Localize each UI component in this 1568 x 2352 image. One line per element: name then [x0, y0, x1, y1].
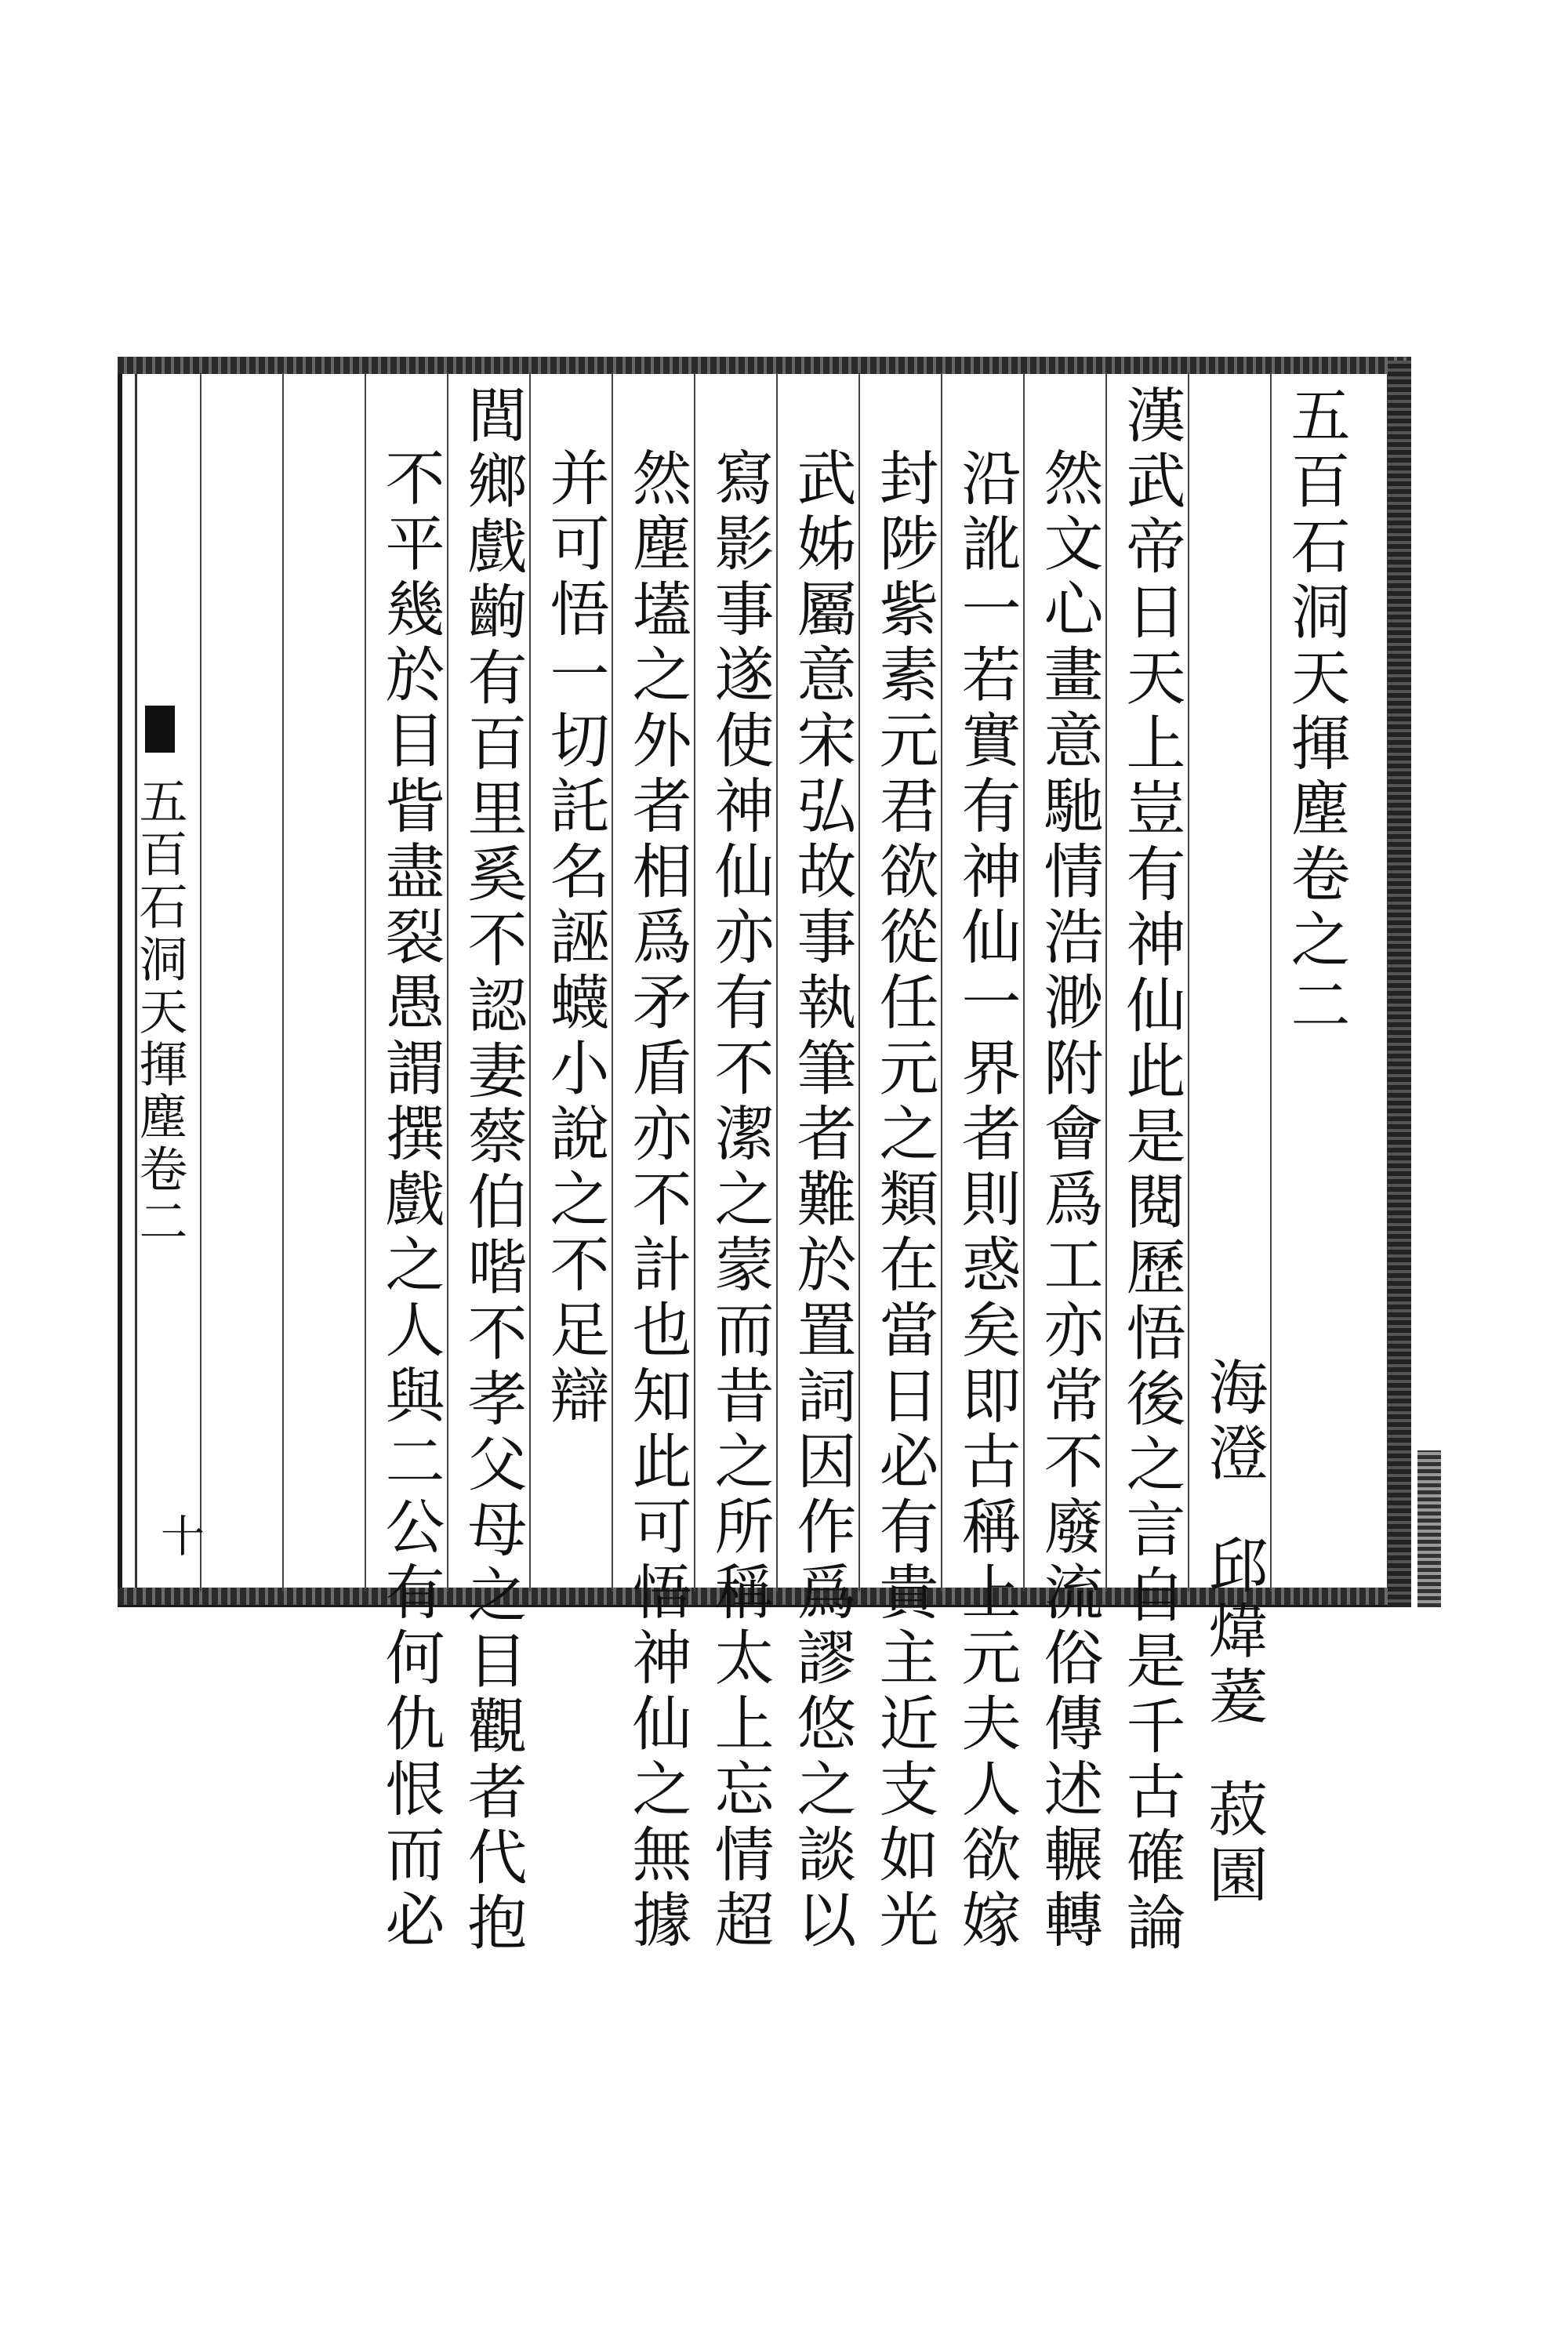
column-rule: [200, 372, 201, 1592]
right-border: [1388, 361, 1411, 1607]
margin-marker: [145, 706, 175, 753]
text-column-9: 閭鄉戲齣有百里奚不認妻蔡伯喈不孝父母之目觀者代抱: [458, 384, 528, 1958]
page-number: 十: [154, 1513, 205, 1557]
text-column-6: 寫影事遂使神仙亦有不潔之蒙而昔之所稱太上忘情超: [705, 447, 775, 1955]
author-courtesy: 菽園: [1199, 1778, 1269, 1910]
column-rule: [447, 372, 448, 1592]
top-border: [118, 357, 1411, 374]
column-rule: [941, 372, 942, 1592]
text-column-1: 漢武帝日天上豈有神仙此是閱歷悟後之言自是千古確論: [1116, 384, 1186, 1958]
column-rule: [858, 372, 860, 1592]
column-rule: [1023, 372, 1025, 1592]
column-rule: [776, 372, 778, 1592]
side-mark: [1417, 1450, 1441, 1607]
margin-strip: [131, 706, 188, 1568]
column-rule: [1188, 372, 1189, 1592]
text-column-2: 然文心畫意馳情浩渺附會爲工亦常不廢流俗傳述輾轉: [1034, 447, 1104, 1955]
author-place: 海澄: [1199, 1356, 1269, 1488]
author-name: 邱煒萲: [1199, 1534, 1269, 1732]
column-rule: [1105, 372, 1107, 1592]
text-column-4: 封陟紫素元君欲從任元之類在當日必有貴主近支如光: [869, 447, 939, 1955]
author-line: [1199, 1356, 1269, 1910]
column-rule: [612, 372, 613, 1592]
page-title: 五百石洞天揮塵卷之二: [1281, 384, 1351, 1040]
text-column-8: 并可悟一切託名誣蠛小說之不足辯: [540, 447, 610, 1430]
text-column-5: 武姊屬意宋弘故事執筆者難於置詞因作爲謬悠之談以: [787, 447, 857, 1955]
text-column-10: 不平幾於目眥盡裂愚謂撰戲之人與二公有何仇恨而必: [376, 447, 445, 1955]
text-column-7: 然塵壒之外者相爲矛盾亦不計也知此可悟神仙之無據: [622, 447, 692, 1955]
column-rule: [282, 372, 284, 1592]
column-rule: [529, 372, 531, 1592]
column-rule: [1270, 372, 1272, 1592]
margin-label: 五百石洞天揮塵卷二: [131, 776, 188, 1249]
text-column-3: 沿訛一若實有神仙一界者則惑矣即古稱上元夫人欲嫁: [952, 447, 1022, 1955]
column-rule: [694, 372, 695, 1592]
column-rule: [365, 372, 366, 1592]
